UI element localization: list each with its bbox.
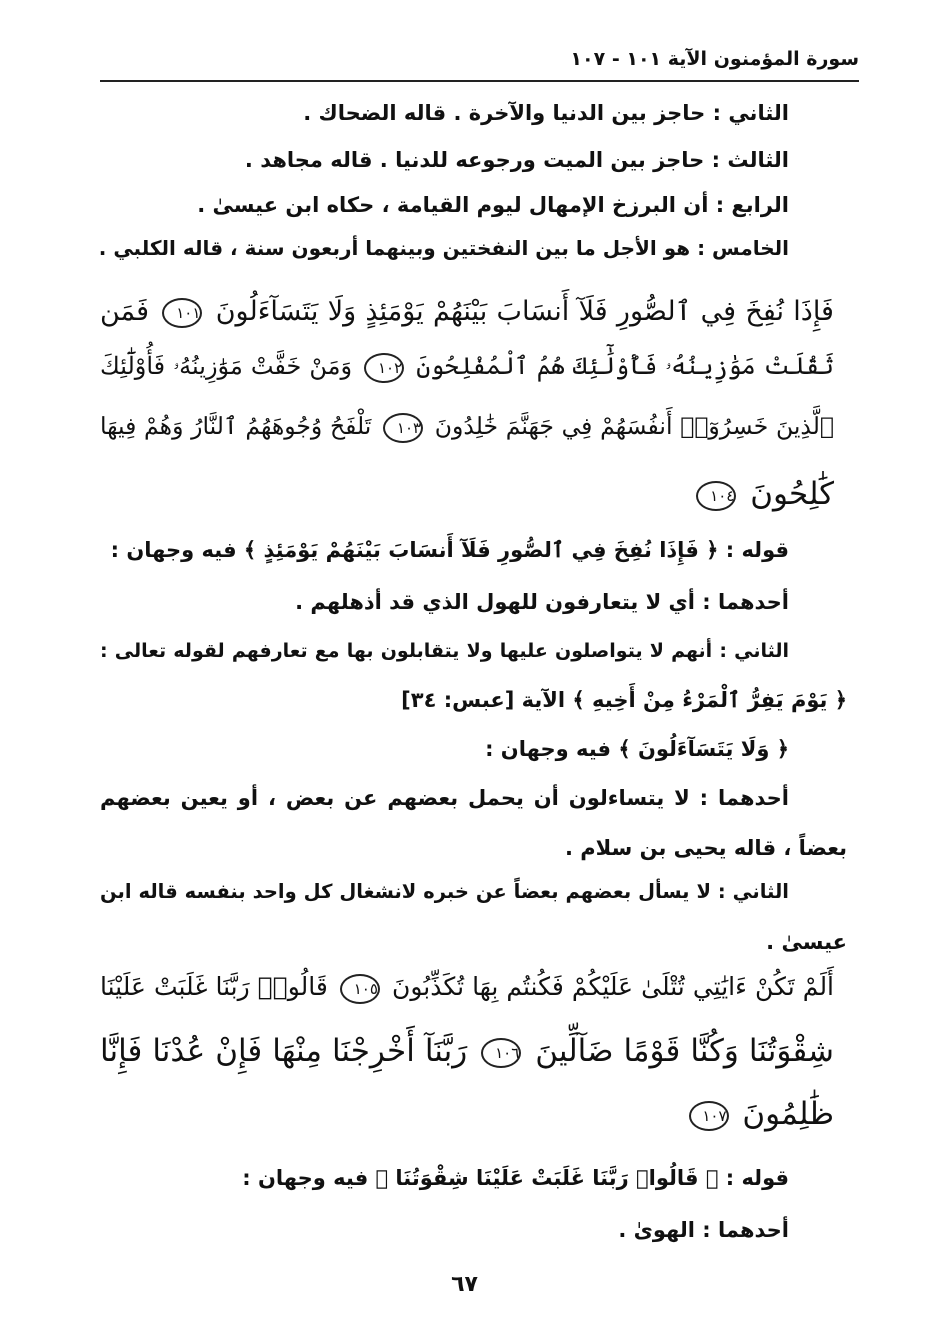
ayah-number-marker: ١٠٣ [383,413,423,443]
quran-verse-line [100,1033,834,1070]
commentary-line: ﴿ يَوْمَ يَفِرُّ ٱلْمَرْءُ مِنْ أَخِيهِ ﴾ الآية [عبس: ٣٤] [401,688,847,712]
commentary-line: أحدهما : أي لا يتعارفون للهول الذي قد أذهلهم . [295,590,789,614]
commentary-line: الثاني : حاجز بين الدنيا والآخرة . قاله الضحاك . [303,101,789,125]
ayah-number-marker: ١٠٧ [689,1101,729,1131]
verse-text: ثَقُلَتْ مَوَٰزِينُهُۥ فَأُوْلَٰٓئِكَ هُمُ ٱلْمُفْلِحُونَ [416,352,834,380]
quran-verse-line [100,1096,834,1133]
commentary-line: الثاني : لا يسأل بعضهم بعضاً عن خبره لانشغال كل واحد بنفسه قاله ابن [100,880,789,903]
verse-text: كَٰلِحُونَ [750,476,834,512]
page-number: ٦٧ [451,1272,478,1297]
verse-text: وَمَنْ خَفَّتْ مَوَٰزِينُهُۥ فَأُوْلَٰٓئِكَ [100,352,353,380]
verse-text: تَلْفَحُ وُجُوهَهُمُ ٱلنَّارُ وَهُمْ فِيهَا [100,412,372,440]
commentary-line: عيسىٰ . [766,930,847,954]
verse-text: فَإِذَا نُفِخَ فِي ٱلصُّورِ فَلَآ أَنسَابَ بَيْنَهُمْ يَوْمَئِذٍ وَلَا يَتَسَآءَلُونَ [215,296,834,327]
quran-verse-line [100,476,834,513]
commentary-line: أحدهما : لا يتساءلون أن يحمل بعضهم عن بعض ، أو يعين بعضهم [100,786,789,810]
ayah-number-marker: ١٠٦ [481,1038,521,1068]
quran-verse-line [100,296,834,328]
ayah-number-marker: ١٠١ [162,298,202,328]
commentary-line: الثاني : أنهم لا يتواصلون عليها ولا يتقابلون بها مع تعارفهم لقوله تعالى : [100,640,789,662]
verse-text: رَبَّنَآ أَخْرِجْنَا مِنْهَا فَإِنْ عُدْنَا فَإِنَّا [100,1033,468,1069]
commentary-line: قوله : ﴿ فَإِذَا نُفِخَ فِي ٱلصُّورِ فَلَآ أَنسَابَ بَيْنَهُمْ يَوْمَئِذٍ ﴾ فيه وجهان : [110,538,789,562]
running-title: سورة المؤمنون الآية ١٠١ - ١٠٧ [570,48,859,70]
commentary-line: الخامس : هو الأجل ما بين النفختين وبينهما أربعون سنة ، قاله الكلبي . [98,236,789,260]
commentary-line: قوله : ﴿ قَالُوا۟ رَبَّنَا غَلَبَتْ عَلَيْنَا شِقْوَتُنَا ﴾ فيه وجهان : [242,1166,789,1190]
quran-verse-line [100,972,834,1004]
commentary-line: أحدهما : الهوىٰ . [618,1218,789,1242]
quran-verse-line [100,352,834,383]
verse-text: ظَٰلِمُونَ [742,1096,834,1132]
quran-verse-line [100,412,834,443]
verse-text: أَلَمْ تَكُنْ ءَايَٰتِي تُتْلَىٰ عَلَيْكُمْ فَكُنتُم بِهَا تُكَذِّبُونَ [392,972,835,1001]
verse-text: فَمَن [100,296,150,327]
commentary-line: الرابع : أن البرزخ الإمهال ليوم القيامة ، حكاه ابن عيسىٰ . [197,193,789,217]
commentary-line: بعضاً ، قاله يحيى بن سلام . [564,836,847,860]
page-header [100,44,859,80]
ayah-number-marker: ١٠٢ [364,353,404,383]
ayah-number-marker: ١٠٥ [340,974,380,1004]
commentary-line: ﴿ وَلَا يَتَسَآءَلُونَ ﴾ فيه وجهان : [485,737,789,761]
verse-text: ٱلَّذِينَ خَسِرُوٓا۟ أَنفُسَهُمْ فِي جَهَنَّمَ خَٰلِدُونَ [434,412,834,440]
commentary-line: الثالث : حاجز بين الميت ورجوعه للدنيا . قاله مجاهد . [244,148,789,172]
verse-text: شِقْوَتُنَا وَكُنَّا قَوْمًا ضَآلِّينَ [535,1033,834,1069]
header-divider [100,80,859,82]
verse-text: قَالُوا۟ رَبَّنَا غَلَبَتْ عَلَيْنَا [100,972,328,1001]
ayah-number-marker: ١٠٤ [696,481,736,511]
